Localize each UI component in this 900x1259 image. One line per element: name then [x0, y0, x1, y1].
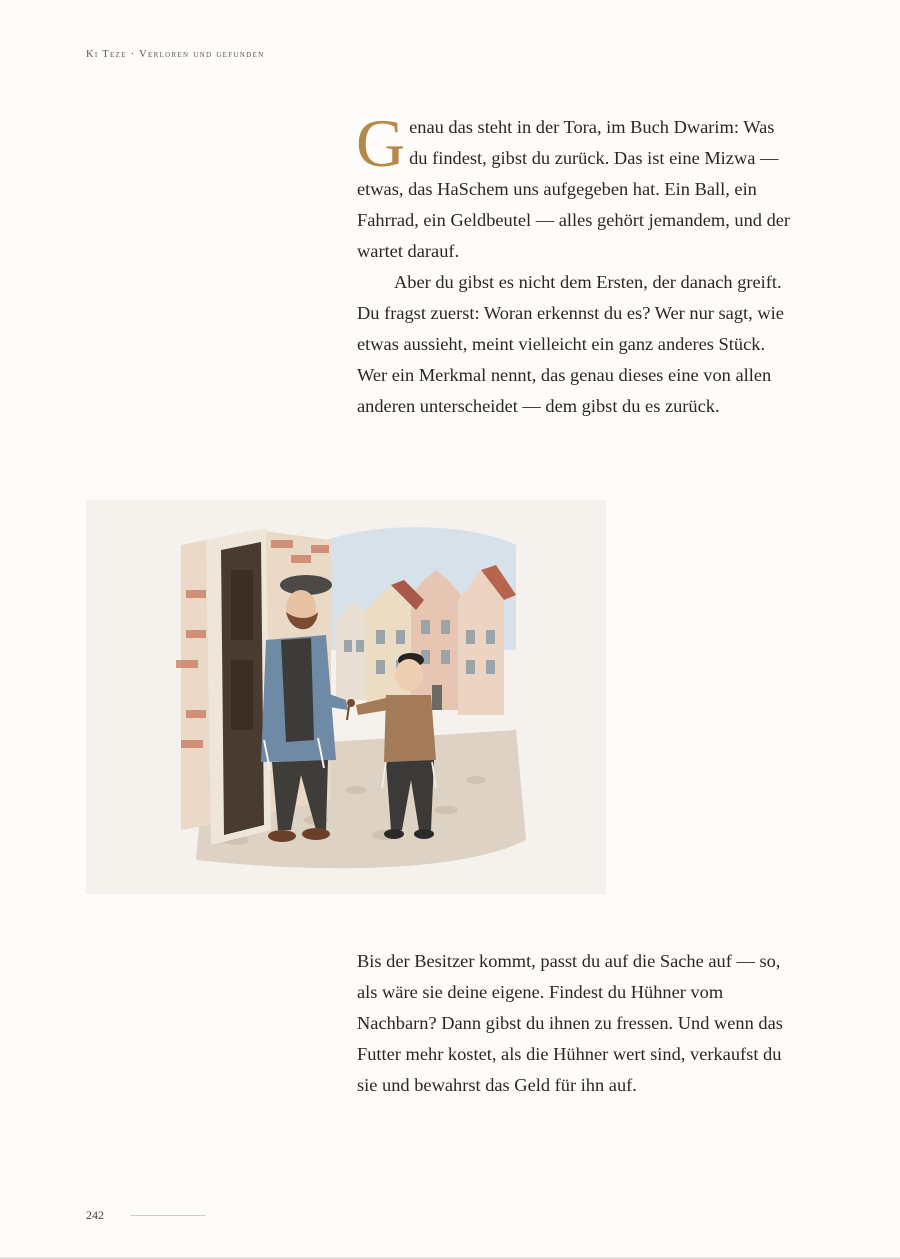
paragraph — [356, 105, 792, 267]
paragraph: Aber du gibst es nicht dem Ersten, der danach greift. Du fragst zuerst: Woran erkennst du es? Wer nur sagt, wie etwas aussieht, meint vielleicht ein ganz anderes Stück. Wer ein Merkmal nennt, das genau dieses eine von allen anderen unterscheidet — dem gibst du es zurück. — [357, 272, 784, 416]
text-section-1 — [356, 105, 792, 422]
drop-cap: G — [356, 105, 406, 181]
illustration-drawing — [86, 500, 606, 894]
paragraph-text: enau das steht in der Tora, im Buch Dwarim: Was du findest, gibst du zurück. Das ist eine Mizwa — etwas, das HaSchem uns aufgegeben hat. Ein Ball, ein Fahrrad, ein Geldbeutel — alles gehört jemandem, und der wartet darauf. — [357, 117, 791, 261]
illustration — [86, 500, 606, 894]
paragraph: Bis der Besitzer kommt, passt du auf die Sache auf — so, als wäre sie deine eigene. Findest du Hühner vom Nachbarn? Dann gibst du ihnen zu fressen. Und wenn das Futter mehr kostet, als die Hühner wert sind, verkaufst du sie und bewahrst das Geld für ihn auf. — [357, 951, 783, 1095]
page-number: 242 — [86, 1208, 104, 1222]
running-head: Ki Teze · Verloren und gefunden — [86, 49, 265, 60]
folio-rule — [130, 1215, 206, 1216]
text-section-2 — [357, 946, 792, 1101]
